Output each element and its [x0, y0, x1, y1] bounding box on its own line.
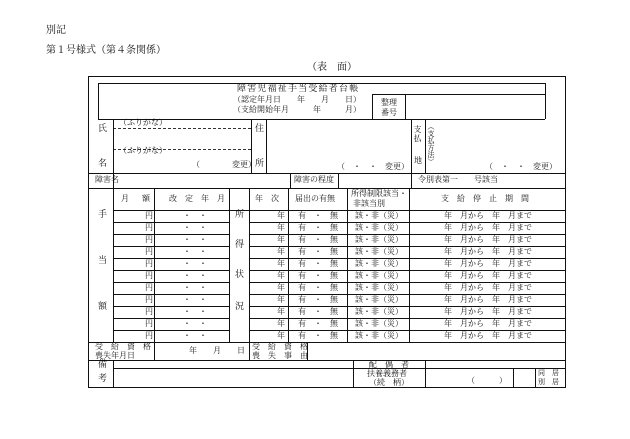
column-month: 月 — [121, 194, 129, 203]
row-3-dots: ・ ・ — [183, 235, 207, 244]
pay-label-top: 支払 — [413, 125, 422, 143]
same-right-rule — [535, 368, 536, 387]
row-8-yen: 円 — [145, 295, 153, 304]
title-box-left — [98, 83, 99, 119]
row-8-nen: 年 — [277, 295, 285, 304]
row-6-nen: 年 — [277, 271, 285, 280]
row-9-yen: 円 — [145, 307, 153, 316]
row-rule-4a — [113, 258, 229, 259]
ordinance-label: 令別表第一 号該当 — [418, 175, 498, 184]
rule-after-disability — [89, 188, 565, 189]
teate-char-1: 手 — [98, 210, 108, 220]
row-6-period: 年 月から 年 月まで — [444, 271, 532, 280]
row-8-gaitou: 該・非（災） — [355, 295, 403, 304]
rule-after-person — [89, 173, 565, 174]
row-rule-5a — [113, 270, 229, 271]
row-7-yen: 円 — [145, 283, 153, 292]
address-label-rule — [266, 119, 267, 173]
same-left-rule — [513, 368, 514, 387]
row-11-period: 年 月から 年 月まで — [444, 331, 532, 340]
ordinance-rule — [411, 173, 412, 188]
disability-level-left — [290, 173, 291, 188]
change-col-rule — [229, 188, 230, 342]
row-10-dots: ・ ・ — [183, 319, 207, 328]
column-change-date: 改 定 年 月 — [169, 194, 225, 203]
row-1-gaitou: 該・非（災） — [355, 211, 403, 220]
row-10-period: 年 月から 年 月まで — [444, 319, 532, 328]
income-char-4: 況 — [235, 302, 245, 312]
remarks-label-rule — [113, 360, 114, 387]
name-change-field: （ 変更） — [192, 160, 256, 169]
column-limit-line2: 非該当別 — [353, 199, 385, 208]
row-rule-6a — [113, 282, 229, 283]
income-char-1: 所 — [235, 210, 245, 220]
row-rule-9a — [113, 318, 229, 319]
row-9-dots: ・ ・ — [183, 307, 207, 316]
supporter-label-line1: 扶養義務者 — [367, 369, 407, 378]
row-4-yen: 円 — [145, 247, 153, 256]
row-4-period: 年 月から 年 月まで — [444, 247, 532, 256]
row-7-umu: 有 ・ 無 — [298, 283, 338, 292]
row-1-yen: 円 — [145, 211, 153, 220]
disability-level-label: 障害の程度 — [294, 175, 334, 184]
relationship-field: （ ） — [467, 376, 507, 385]
row-7-dots: ・ ・ — [183, 283, 207, 292]
rule-after-qualification — [89, 360, 565, 361]
row-2-period: 年 月から 年 月まで — [444, 223, 532, 232]
disability-level-right — [338, 173, 339, 188]
row-3-yen: 円 — [145, 235, 153, 244]
row-2-yen: 円 — [145, 223, 153, 232]
limit-col-rule — [409, 188, 410, 342]
form-number-label: 第１号様式（第４条関係） — [46, 45, 166, 56]
row-5-umu: 有 ・ 無 — [298, 259, 338, 268]
reg-no-right — [405, 94, 406, 119]
loss-reason-label-line1: 受 給 資 格 — [252, 342, 308, 351]
teate-char-3: 額 — [98, 302, 108, 312]
address-label-top: 住 — [255, 124, 265, 134]
row-rule-2a — [113, 234, 229, 235]
row-11-yen: 円 — [145, 331, 153, 340]
spouse-right-rule — [425, 360, 426, 387]
qual-rule-1 — [154, 342, 155, 360]
teate-col-rule — [113, 188, 114, 342]
qual-rule-2 — [249, 342, 250, 360]
loss-date-label-line2: 喪失年月日 — [95, 351, 135, 360]
loss-date-label-line1: 受 給 資 格 — [95, 342, 151, 351]
row-2-gaitou: 該・非（災） — [355, 223, 403, 232]
row-9-period: 年 月から 年 月まで — [444, 307, 532, 316]
reg-no-label: 整理番号 — [381, 98, 397, 117]
column-amount: 額 — [142, 194, 150, 203]
same-residence-label: 同 居 — [538, 369, 559, 377]
row-9-gaitou: 該・非（災） — [355, 307, 403, 316]
pay-change-field: （ ・ ・ 変更） — [485, 162, 557, 171]
remarks-label-bottom: 考 — [98, 374, 108, 384]
column-year: 年 次 — [255, 194, 279, 203]
row-rule-3a — [113, 246, 229, 247]
row-5-period: 年 月から 年 月まで — [444, 259, 532, 268]
ledger-form — [88, 76, 566, 388]
row-2-dots: ・ ・ — [183, 223, 207, 232]
rule-after-spouse — [113, 368, 565, 369]
income-col-rule — [249, 188, 250, 342]
row-6-yen: 円 — [145, 271, 153, 280]
appendix-label: 別記 — [46, 25, 66, 36]
row-4-dots: ・ ・ — [183, 247, 207, 256]
row-5-gaitou: 該・非（災） — [355, 259, 403, 268]
supporter-label-line2: （続 柄） — [369, 378, 409, 387]
row-rule-10a — [113, 330, 229, 331]
row-6-gaitou: 該・非（災） — [355, 271, 403, 280]
column-report: 届出の有無 — [295, 194, 335, 203]
row-5-nen: 年 — [277, 259, 285, 268]
title-box-right — [545, 83, 546, 119]
row-1-umu: 有 ・ 無 — [298, 211, 338, 220]
pay-method-label: （支払方法） — [427, 123, 435, 165]
loss-reason-label-line2: 喪 失 事 由 — [252, 351, 308, 360]
row-6-umu: 有 ・ 無 — [298, 271, 338, 280]
disability-name-label: 障害名 — [95, 175, 119, 184]
row-7-period: 年 月から 年 月まで — [444, 283, 532, 292]
furigana-dash-1 — [113, 128, 251, 129]
row-2-umu: 有 ・ 無 — [298, 223, 338, 232]
pay-label-bottom: 地 — [414, 156, 422, 165]
row-rule-8a — [113, 306, 229, 307]
row-8-period: 年 月から 年 月まで — [444, 295, 532, 304]
income-char-2: 得 — [235, 240, 245, 250]
reg-no-left — [372, 94, 373, 119]
income-char-3: 状 — [235, 270, 245, 280]
teate-char-2: 当 — [98, 256, 108, 266]
row-rule-7a — [113, 294, 229, 295]
row-rule-1a — [113, 222, 229, 223]
row-1-dots: ・ ・ — [183, 211, 207, 220]
row-11-umu: 有 ・ 無 — [298, 331, 338, 340]
row-9-nen: 年 — [277, 307, 285, 316]
name-label-rule — [113, 119, 114, 173]
row-10-yen: 円 — [145, 319, 153, 328]
spouse-label: 配 偶 者 — [369, 360, 409, 369]
row-3-nen: 年 — [277, 235, 285, 244]
row-11-dots: ・ ・ — [183, 331, 207, 340]
spouse-left-rule — [353, 360, 354, 387]
address-label-bottom: 所 — [255, 159, 265, 169]
loss-date-field: 年 月 日 — [189, 346, 245, 355]
row-4-nen: 年 — [277, 247, 285, 256]
report-col-rule — [347, 188, 348, 342]
row-7-nen: 年 — [277, 283, 285, 292]
row-5-dots: ・ ・ — [183, 259, 207, 268]
furigana-label-1: （ふりがな） — [119, 118, 167, 127]
row-4-gaitou: 該・非（災） — [355, 247, 403, 256]
row-11-gaitou: 該・非（災） — [355, 331, 403, 340]
name-label-top: 氏 — [98, 124, 108, 134]
column-stop-period: 支 給 停 止 期 間 — [441, 194, 529, 203]
start-month-field: （支給開始年月 年 月） — [233, 105, 361, 114]
amount-col-rule — [154, 188, 155, 342]
address-change-field: （ ・ ・ 変更） — [337, 162, 409, 171]
pay-left-rule — [411, 119, 412, 173]
row-1-nen: 年 — [277, 211, 285, 220]
furigana-label-2: （ふりがな） — [119, 146, 167, 155]
rule-after-rows — [89, 342, 565, 343]
row-9-umu: 有 ・ 無 — [298, 307, 338, 316]
row-3-gaitou: 該・非（災） — [355, 235, 403, 244]
row-5-yen: 円 — [145, 259, 153, 268]
row-4-umu: 有 ・ 無 — [298, 247, 338, 256]
remarks-label-top: 備 — [98, 360, 108, 370]
column-limit-line1: 所得制限該当・ — [351, 189, 407, 198]
cert-date-field: （認定年月日 年 月 日） — [233, 95, 361, 104]
row-2-nen: 年 — [277, 223, 285, 232]
row-3-period: 年 月から 年 月まで — [444, 235, 532, 244]
ledger-title: 障害児福祉手当受給者台帳 — [237, 84, 360, 94]
side-label: （表 面） — [307, 62, 357, 73]
row-11-nen: 年 — [277, 331, 285, 340]
year-col-rule — [288, 188, 289, 342]
pay-label-rule — [425, 119, 426, 173]
row-7-gaitou: 該・非（災） — [355, 283, 403, 292]
row-8-umu: 有 ・ 無 — [298, 295, 338, 304]
row-10-umu: 有 ・ 無 — [298, 319, 338, 328]
row-10-nen: 年 — [277, 319, 285, 328]
name-label-bottom: 名 — [98, 159, 108, 169]
row-1-period: 年 月から 年 月まで — [444, 211, 532, 220]
row-6-dots: ・ ・ — [183, 271, 207, 280]
row-8-dots: ・ ・ — [183, 295, 207, 304]
row-10-gaitou: 該・非（災） — [355, 319, 403, 328]
separate-residence-label: 別 居 — [538, 378, 559, 386]
reg-no-top — [372, 94, 545, 95]
row-3-umu: 有 ・ 無 — [298, 235, 338, 244]
